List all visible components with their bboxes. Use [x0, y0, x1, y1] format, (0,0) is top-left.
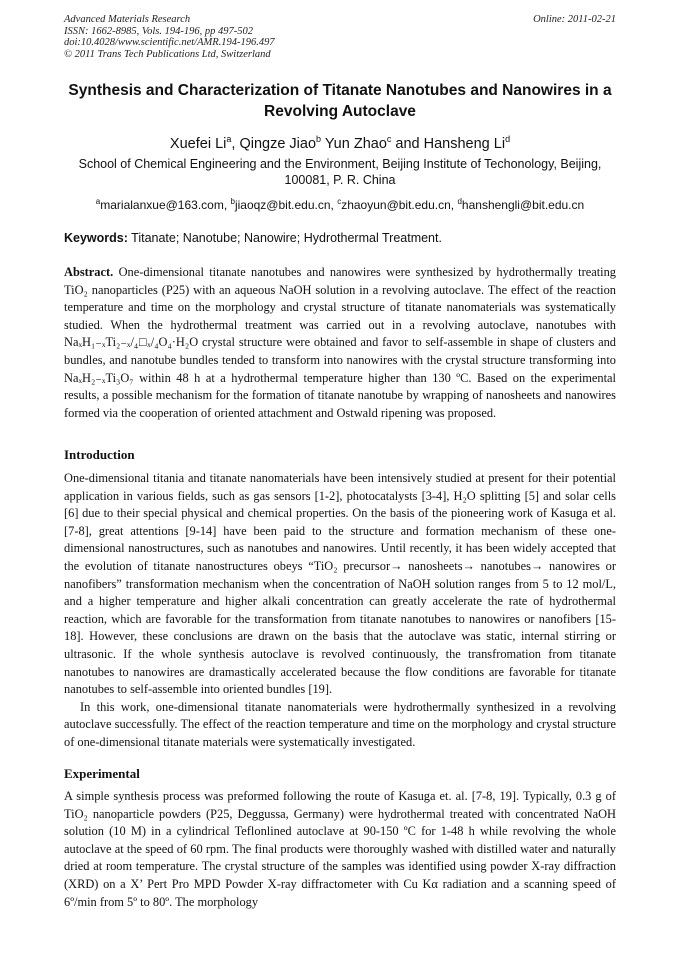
abstract-label: Abstract. [64, 265, 114, 279]
email-address: jiaoqz@bit.edu.cn [234, 198, 331, 212]
author-mark: a [226, 134, 232, 144]
introduction-body [64, 470, 616, 752]
section-heading-introduction: Introduction [64, 447, 135, 462]
author-name: Hansheng Li [423, 135, 506, 152]
affiliation: School of Chemical Engineering and the Environment, Beijing Institute of Techonology, Beijing, 100081, P. R. China [78, 157, 602, 187]
keywords [64, 230, 616, 246]
abstract-text: One-dimensional titanate nanotubes and nanowires were synthesized by hydrothermally treating TiO₂ nanoparticles (P25) with an aqueous NaOH solution in a revolving autoclave. The effect of the reaction temperature and time on the morphology and crystal structure of titanate nanomaterials was systematically studied. When the hydrothermal treatment was carried out in a revolving autoclave, nanotubes with NaₓH₁₋ₓTi₂₋ₓ/₄□ₓ/₄O₄·H₂O crystal structure were obtained and favor to self-assemble in shape of clusters and bundles, and nanotube bundles tended to transform into nanowires with the crystal structure transforming into NaₓH₂₋ₓTi₃O₇ within 48 h at a hydrothermal temperature higher than 130 ºC. Based on the experimental results, a possible mechanism for the formation of titanate nanotube by wrapping of nanosheets and nanowires formed via the cooperation of oriented attachment and Ostwald ripening was proposed. [64, 265, 616, 420]
keywords-label: Keywords: [64, 231, 128, 245]
email-address: marialanxue@163.com [100, 198, 224, 212]
email-mark: b [230, 197, 235, 206]
author-mark: d [505, 134, 511, 144]
journal-issn: ISSN: 1662-8985, Vols. 194-196, pp 497-502 [64, 25, 253, 37]
email-sep: , [330, 198, 338, 212]
author-sep: and [391, 135, 424, 152]
paragraph: One-dimensional titania and titanate nanomaterials have been intensively studied at present for their potential application in various fields, such as gas sensors [1-2], photocatalysts [3-4], H₂O splitting [5] and solar cells [6] due to their special physical and chemical properties. On the basis of the pioneering work of Kasuga et al. [7-8], great attentions [9-14] have been paid to the structure and formation mechanism of these one-dimensional nanostructures, such as nanotubes and nanowires. Until recently, it has been widely accepted that the evolution of titanate nanostructures obeys “TiO₂ precursor→ nanosheets→ nanotubes→ nanowires or nanofibers” transformation mechanism when the concentration of NaOH solution ranges from 5 to 12 mol/L, and a higher temperature and higher alkali concentration can greatly accelerate the rate of hydrothermal reaction, which are favorable for the transformation from titanate nanotubes to nanowires or nanofibers [15-18]. However, these conclusions are drawn on the basis that the autoclave was static, internal stirring or ultrasonic. If the whole synthesis autoclave is revolved continuously, the transfromation from titanate nanotubes to nanowires are dramastically accelerated because the flow conditions are favorable for titanate nanotubes to self-assemble into oriented bundles [19]. [64, 471, 616, 697]
journal-copyright: © 2011 Trans Tech Publications Ltd, Switzerland [64, 48, 271, 60]
section-heading-experimental: Experimental [64, 766, 140, 781]
online-date: Online: 2011-02-21 [533, 14, 616, 25]
author-name: Yun Zhao [324, 135, 387, 152]
email-mark: a [95, 197, 101, 206]
paragraph: A simple synthesis process was preformed following the route of Kasuga et. al. [7-8, 19]. Typically, 0.3 g of TiO₂ nanoparticle powders (P25, Deggussa, Germany) were hydrothermal treated with concentrated NaOH solution (10 M) in a cylindrical Teflonlined autoclave at 90-150 ºC for 1-48 h while revolving the whole autoclave at the speed of 60 rpm. The final products were thoroughly washed with distilled water and naturally dried at room temperature. The crystal structure of the samples was identified using powder X-ray diffraction (XRD) on a X’ Pert Pro MPD Powder X-ray diffractometer with Cu Kα radiation and a scanning speed of 6º/min from 5º to 80º. The morphology [64, 789, 616, 909]
abstract [64, 264, 616, 422]
author-mark: b [316, 134, 322, 144]
email-mark: d [457, 197, 462, 206]
paragraph: In this work, one-dimensional titanate nanomaterials were hydrothermally synthesized in a revolving autoclave successfully. The effect of the reaction temperature and time on the morphology and crystal structure of one-dimensional titanate materials were systematically investigated. [64, 699, 616, 749]
paper-title: Synthesis and Characterization of Titanate Nanotubes and Nanowires in a Revolving Autoclave [68, 82, 612, 120]
journal-name: Advanced Materials Research [64, 14, 191, 25]
keywords-text: Titanate; Nanotube; Nanowire; Hydrothermal Treatment. [131, 231, 442, 245]
author-name: Qingze Jiao [239, 135, 317, 152]
author-list [64, 130, 616, 153]
email-address: hanshengli@bit.edu.cn [461, 198, 585, 212]
journal-header [64, 14, 616, 60]
email-sep: , [450, 198, 458, 212]
experimental-body [64, 788, 616, 911]
email-sep: , [223, 198, 231, 212]
email-address: zhaoyun@bit.edu.cn [341, 198, 451, 212]
email-mark: c [337, 197, 342, 206]
journal-doi: doi:10.4028/www.scientific.net/AMR.194-196.497 [64, 37, 275, 48]
author-mark: c [386, 134, 392, 144]
author-sep: , [231, 135, 240, 152]
author-name: Xuefei Li [169, 135, 227, 152]
email-list [64, 194, 616, 213]
